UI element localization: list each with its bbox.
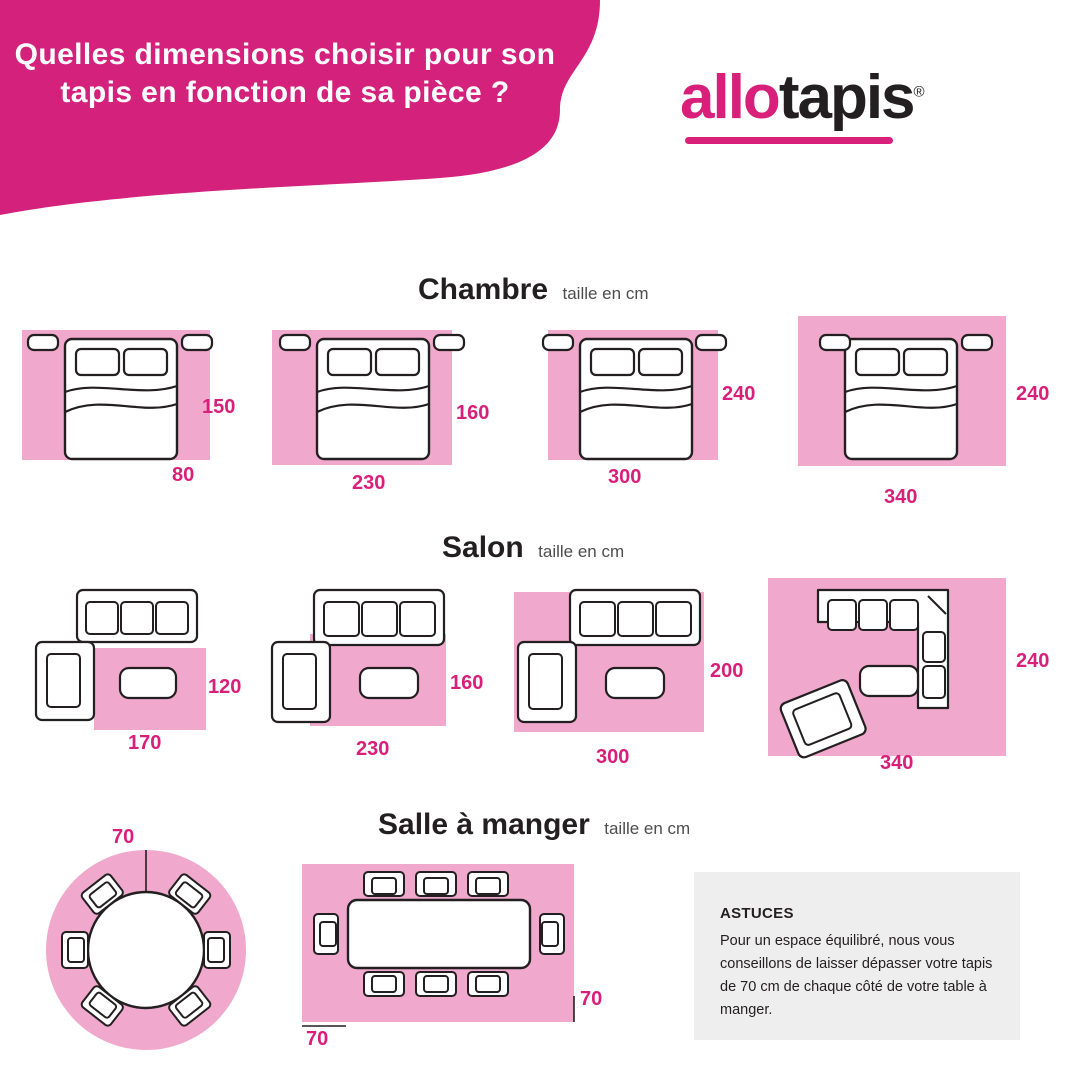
section-title: Salon — [442, 531, 524, 564]
brand-logo-registered: ® — [913, 83, 923, 101]
dimension-label: 300 — [596, 746, 630, 768]
dimension-label: 160 — [450, 672, 484, 694]
section-title: Chambre — [418, 273, 549, 306]
dimension-label: 120 — [208, 676, 242, 698]
dimension-label: 170 — [128, 732, 162, 754]
tips-title: ASTUCES — [720, 905, 794, 922]
dimension-label: 340 — [880, 752, 914, 774]
dimension-label: 160 — [456, 402, 490, 424]
dimension-label: 70 — [306, 1028, 329, 1050]
dimension-label: 340 — [884, 486, 918, 508]
page-title: Quelles dimensions choisir pour son tapis en fonction de sa pièce ? — [14, 38, 556, 109]
brand-logo-tapis: tapis — [778, 63, 914, 132]
dimension-label: 240 — [1016, 650, 1050, 672]
section-heading-salon — [442, 531, 624, 565]
dimension-label: 200 — [710, 660, 744, 682]
tips-box — [694, 872, 1020, 1040]
dimension-label: 150 — [202, 396, 236, 418]
dimension-label: 230 — [356, 738, 390, 760]
tips-text: Pour un espace équilibré, nous vous conseillons de laisser dépasser votre tapis de 70 cm de chaque côté de votre table à manger. — [720, 933, 993, 1018]
dimension-label: 230 — [352, 472, 386, 494]
brand-logo-underline — [685, 137, 893, 144]
section-title: Salle à manger — [378, 808, 590, 841]
dimension-label: 240 — [1016, 383, 1050, 405]
brand-logo-allo: allo — [680, 63, 779, 132]
dimension-label: 80 — [172, 464, 195, 486]
dimension-label: 300 — [608, 466, 642, 488]
brand-logo — [680, 62, 923, 133]
dimension-label: 70 — [112, 826, 135, 848]
dimension-label: 70 — [580, 988, 603, 1010]
section-unit: taille en cm — [562, 284, 649, 303]
section-heading-chambre — [418, 273, 648, 307]
section-unit: taille en cm — [604, 819, 691, 838]
section-heading-salle-a-manger — [378, 808, 690, 842]
dimension-label: 240 — [722, 383, 756, 405]
section-unit: taille en cm — [538, 542, 625, 561]
